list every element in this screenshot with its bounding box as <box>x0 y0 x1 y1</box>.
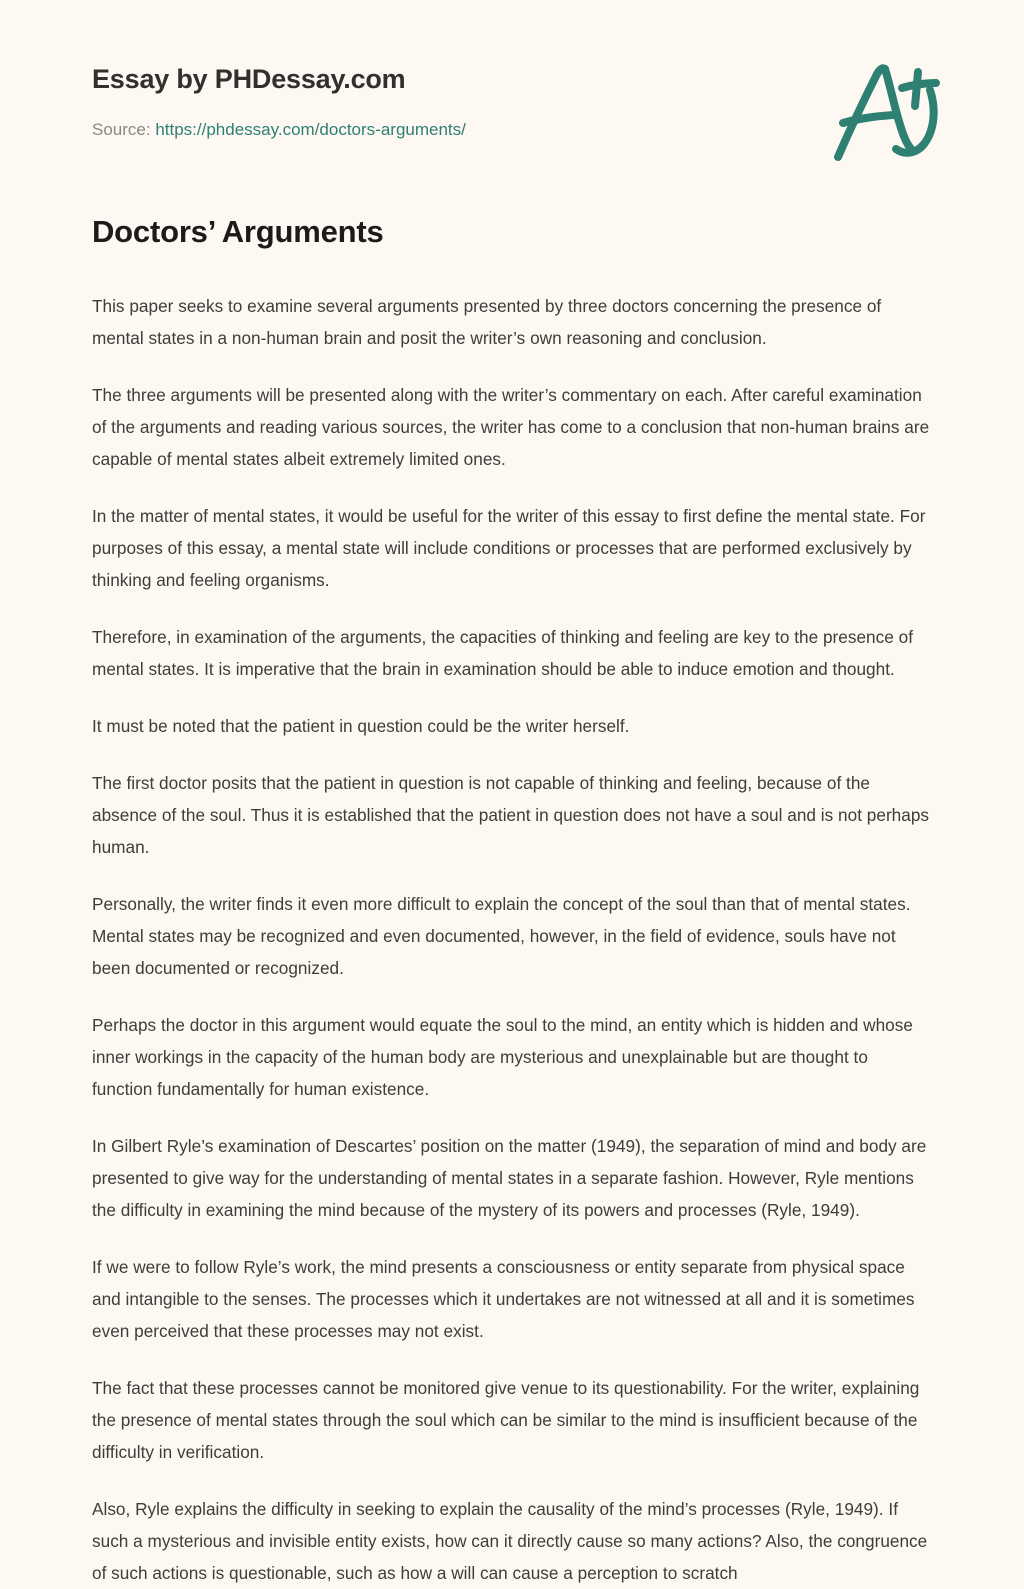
paragraph: Personally, the writer finds it even more difficult to explain the concept of the soul than that of mental states. Mental states may be recognized and even documented, however, in the field of evidence, souls have not been documented or recognized. <box>92 894 911 978</box>
paragraph: Therefore, in examination of the arguments, the capacities of thinking and feeling are key to the presence of mental states. It is imperative that the brain in examination should be able to induce emotion and thought. <box>92 627 913 679</box>
article-body <box>92 290 932 1589</box>
paragraph: If we were to follow Ryle’s work, the mind presents a consciousness or entity separate from physical space and intangible to the senses. The processes which it undertakes are not witnessed at all and it is sometimes even perceived that these processes may not exist. <box>92 1257 915 1341</box>
source-url-link[interactable]: https://phdessay.com/doctors-arguments/ <box>155 120 466 139</box>
paragraph: In Gilbert Ryle’s examination of Descartes’ position on the matter (1949), the separation of mind and body are presented to give way for the understanding of mental states in a separate fashion. However, Ryle mentions the difficulty in examining the mind because of the mystery of its powers and processes (Ryle, 1949). <box>92 1136 927 1220</box>
paragraph: It must be noted that the patient in question could be the writer herself. <box>92 716 630 736</box>
source-label: Source: <box>92 120 151 139</box>
article <box>92 212 932 1589</box>
phdessay-logo[interactable] <box>826 56 946 168</box>
paragraph: The fact that these processes cannot be monitored give venue to its questionability. For the writer, explaining the presence of mental states through the soul which can be similar to the mind is insufficient because of the difficulty in verification. <box>92 1378 920 1462</box>
brand-title: Essay by PHDessay.com <box>92 64 406 94</box>
page-header <box>0 0 1024 190</box>
a-plus-logo-icon <box>826 56 946 168</box>
page-title: Doctors’ Arguments <box>92 214 384 249</box>
source-line <box>92 118 466 142</box>
paragraph: The first doctor posits that the patient in question is not capable of thinking and feeling, because of the absence of the soul. Thus it is established that the patient in question does not have a soul and is not perhaps human. <box>92 773 930 857</box>
paragraph: The three arguments will be presented along with the writer’s commentary on each. After careful examination of the arguments and reading various sources, the writer has come to a conclusion that non-human brains are capable of mental states albeit extremely limited ones. <box>92 385 930 469</box>
paragraph: In the matter of mental states, it would be useful for the writer of this essay to first define the mental state. For purposes of this essay, a mental state will include conditions or processes that are performed exclusively by thinking and feeling organisms. <box>92 506 926 590</box>
paragraph: This paper seeks to examine several arguments presented by three doctors concerning the presence of mental states in a non-human brain and posit the writer’s own reasoning and conclusion. <box>92 296 882 348</box>
paragraph: Also, Ryle explains the difficulty in seeking to explain the causality of the mind’s processes (Ryle, 1949). If such a mysterious and invisible entity exists, how can it directly cause so many actions? Also, the congruence of such actions is questionable, such as how a will can cause a perception to scratch <box>92 1499 928 1583</box>
paragraph: Perhaps the doctor in this argument would equate the soul to the mind, an entity which is hidden and whose inner workings in the capacity of the human body are mysterious and unexplainable but are thought to function fundamentally for human existence. <box>92 1015 913 1099</box>
